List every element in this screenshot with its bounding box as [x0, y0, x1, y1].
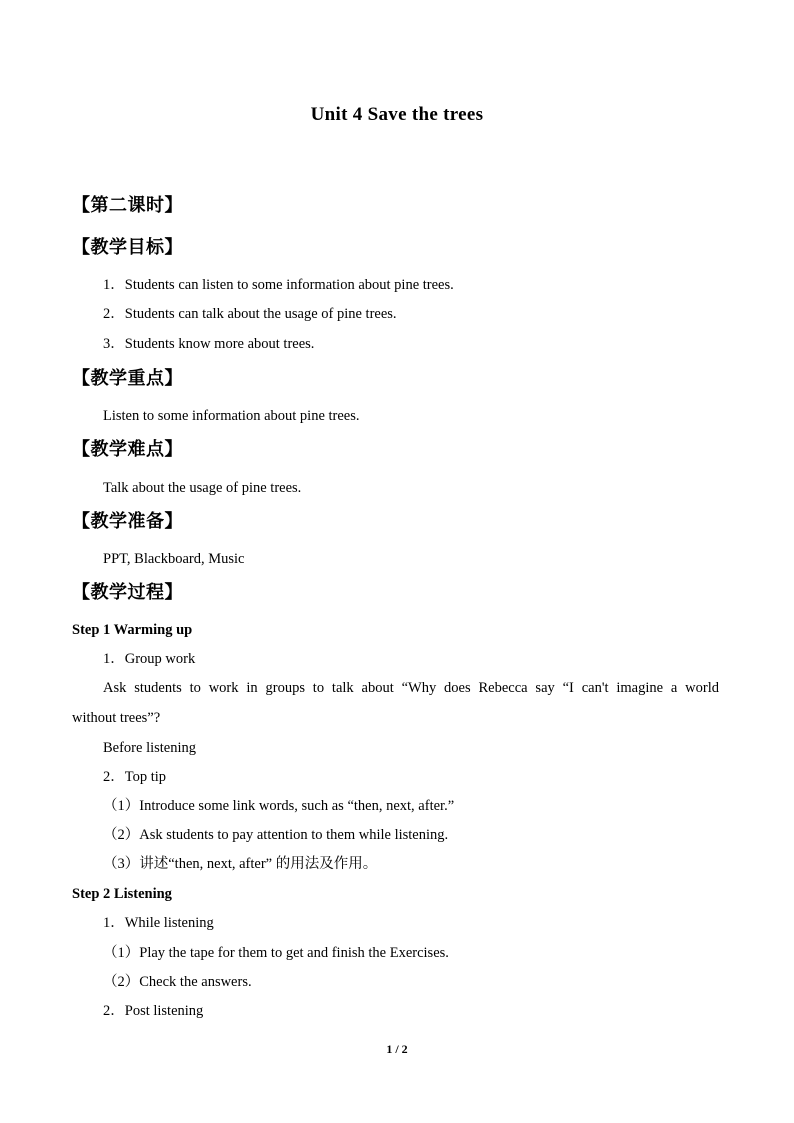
step1-title: Step 1 Warming up: [72, 622, 193, 638]
step1-line: 1．Group work: [103, 651, 196, 667]
process-heading: 【教学过程】: [72, 582, 183, 603]
key-points-text: Listen to some information about pine trees.: [103, 408, 360, 424]
step1-line: without trees”?: [72, 710, 161, 726]
objective-item-1: 1．Students can listen to some information about pine trees.: [103, 277, 454, 293]
step1-line: （1）Introduce some link words, such as “then, next, after.”: [103, 798, 455, 814]
preparation-heading: 【教学准备】: [72, 511, 183, 532]
objective-item-2: 2．Students can talk about the usage of pine trees.: [103, 306, 397, 322]
step1-line: （3）讲述“then, next, after” 的用法及作用。: [103, 856, 378, 872]
objective-item-3: 3．Students know more about trees.: [103, 336, 315, 352]
step2-line: （1）Play the tape for them to get and finish the Exercises.: [103, 945, 449, 961]
step1-line: 2．Top tip: [103, 769, 167, 785]
step1-line: Before listening: [103, 740, 197, 756]
difficulties-text: Talk about the usage of pine trees.: [103, 480, 302, 496]
key-points-heading: 【教学重点】: [72, 368, 183, 389]
step1-line: （2）Ask students to pay attention to them while listening.: [103, 827, 449, 843]
step2-line: （2）Check the answers.: [103, 974, 252, 990]
objectives-heading: 【教学目标】: [72, 237, 183, 258]
lesson-heading: 【第二课时】: [72, 195, 183, 216]
step2-line: 1．While listening: [103, 915, 214, 931]
step2-line: 2．Post listening: [103, 1003, 204, 1019]
page-number: 1 / 2: [386, 1042, 408, 1056]
step2-title: Step 2 Listening: [72, 886, 172, 902]
preparation-text: PPT, Blackboard, Music: [103, 551, 245, 567]
document-title: Unit 4 Save the trees: [310, 104, 484, 125]
step1-line: Ask students to work in groups to talk about “Why does Rebecca say “I can't imagine a world: [103, 680, 719, 696]
difficulties-heading: 【教学难点】: [72, 439, 183, 460]
